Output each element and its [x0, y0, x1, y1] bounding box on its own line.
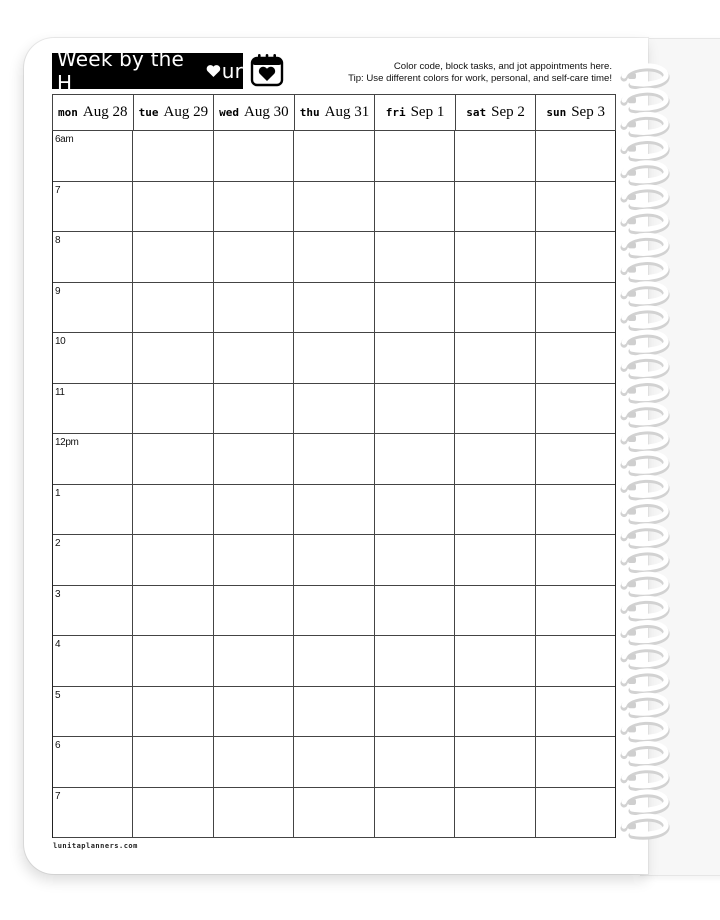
spiral-ring — [624, 526, 666, 546]
day-header-thu — [294, 94, 375, 131]
spiral-ring — [624, 598, 666, 618]
hour-label: 6am — [55, 134, 74, 145]
hour-label: 12pm — [55, 437, 79, 448]
spiral-ring — [624, 719, 666, 739]
day-header-tue — [133, 94, 214, 131]
hour-row[interactable] — [52, 333, 616, 384]
day-header-row — [52, 94, 616, 131]
spiral-ring — [624, 623, 666, 643]
spiral-ring — [624, 671, 666, 691]
hour-label: 7 — [55, 790, 61, 802]
website-footer: lunitaplanners.com — [53, 842, 138, 850]
day-header-sat — [455, 94, 536, 131]
calendar-heart-icon — [250, 53, 284, 87]
column-divider — [213, 131, 214, 838]
hour-row[interactable] — [52, 434, 616, 485]
hour-row[interactable] — [52, 232, 616, 283]
title-suffix: ur — [221, 59, 243, 83]
hour-label: 1 — [55, 487, 61, 499]
day-date: Aug 29 — [163, 104, 209, 120]
title-prefix: Week by the H — [57, 47, 185, 95]
spiral-ring — [624, 308, 666, 328]
spiral-ring — [624, 114, 666, 134]
column-divider — [374, 131, 375, 838]
hour-grid — [52, 131, 616, 838]
page-title — [52, 47, 243, 95]
hour-label: 7 — [55, 184, 61, 196]
hour-row[interactable] — [52, 636, 616, 687]
day-abbr: fri — [385, 106, 406, 119]
spiral-ring — [624, 792, 666, 812]
hour-label: 11 — [55, 386, 65, 398]
day-abbr: wed — [219, 106, 240, 119]
spiral-ring — [624, 429, 666, 449]
day-header-mon — [52, 94, 133, 131]
hour-row[interactable] — [52, 182, 616, 233]
spiral-ring — [624, 66, 666, 86]
spiral-ring — [624, 381, 666, 401]
spiral-ring — [624, 139, 666, 159]
day-abbr: mon — [58, 106, 78, 119]
column-divider — [535, 131, 536, 838]
spiral-ring — [624, 768, 666, 788]
day-header-sun — [535, 94, 616, 131]
day-abbr: tue — [138, 106, 159, 119]
day-date: Sep 3 — [571, 104, 605, 120]
hour-label: 6 — [55, 740, 61, 751]
day-date: Aug 28 — [82, 104, 128, 120]
spiral-ring — [624, 90, 666, 110]
hour-label: 2 — [55, 538, 61, 549]
column-divider — [454, 131, 455, 838]
hour-label: 3 — [55, 588, 61, 600]
day-abbr: sun — [546, 106, 567, 119]
day-date: Sep 1 — [410, 104, 445, 120]
week-grid — [52, 94, 616, 838]
spiral-ring — [624, 356, 666, 376]
spiral-ring — [624, 453, 666, 473]
header-notes — [348, 61, 612, 84]
hour-row[interactable] — [52, 131, 616, 182]
hour-row[interactable] — [52, 687, 616, 738]
spiral-ring — [624, 816, 666, 836]
note-line-1: Color code, block tasks, and jot appointments here. — [393, 61, 612, 72]
spiral-ring — [624, 260, 666, 280]
column-divider — [52, 131, 53, 838]
spiral-ring — [624, 405, 666, 425]
spiral-ring — [624, 550, 666, 570]
hour-label: 8 — [55, 235, 61, 246]
spiral-ring — [624, 235, 666, 255]
day-abbr: sat — [466, 106, 487, 119]
hour-row[interactable] — [52, 586, 616, 637]
column-divider — [615, 131, 616, 838]
hour-row[interactable] — [52, 485, 616, 536]
spiral-ring — [624, 695, 666, 715]
hour-label: 4 — [55, 639, 61, 650]
hour-label: 9 — [55, 285, 61, 297]
hour-row[interactable] — [52, 737, 616, 788]
hour-row[interactable] — [52, 788, 616, 839]
hour-row[interactable] — [52, 384, 616, 435]
spiral-ring — [624, 477, 666, 497]
spiral-ring — [624, 187, 666, 207]
column-divider — [132, 131, 133, 838]
spiral-ring — [624, 163, 666, 183]
spiral-ring — [624, 284, 666, 304]
day-header-wed — [213, 94, 294, 131]
spiral-ring — [624, 332, 666, 352]
day-header-fri — [374, 94, 455, 131]
hour-label: 5 — [55, 689, 61, 701]
column-divider — [293, 131, 294, 838]
day-abbr: thu — [299, 106, 320, 119]
spiral-ring — [624, 574, 666, 594]
note-line-2: Tip: Use different colors for work, personal, and self-care time! — [348, 72, 612, 84]
day-date: Aug 30 — [244, 104, 289, 120]
heart-icon — [206, 64, 221, 78]
hour-row[interactable] — [52, 535, 616, 586]
spiral-ring — [624, 744, 666, 764]
day-date: Sep 2 — [491, 104, 525, 120]
day-date: Aug 31 — [324, 104, 370, 120]
spiral-ring — [624, 211, 666, 231]
hour-label: 10 — [55, 336, 66, 347]
spiral-binding — [618, 62, 678, 862]
hour-row[interactable] — [52, 283, 616, 334]
spiral-ring — [624, 502, 666, 522]
spiral-ring — [624, 647, 666, 667]
